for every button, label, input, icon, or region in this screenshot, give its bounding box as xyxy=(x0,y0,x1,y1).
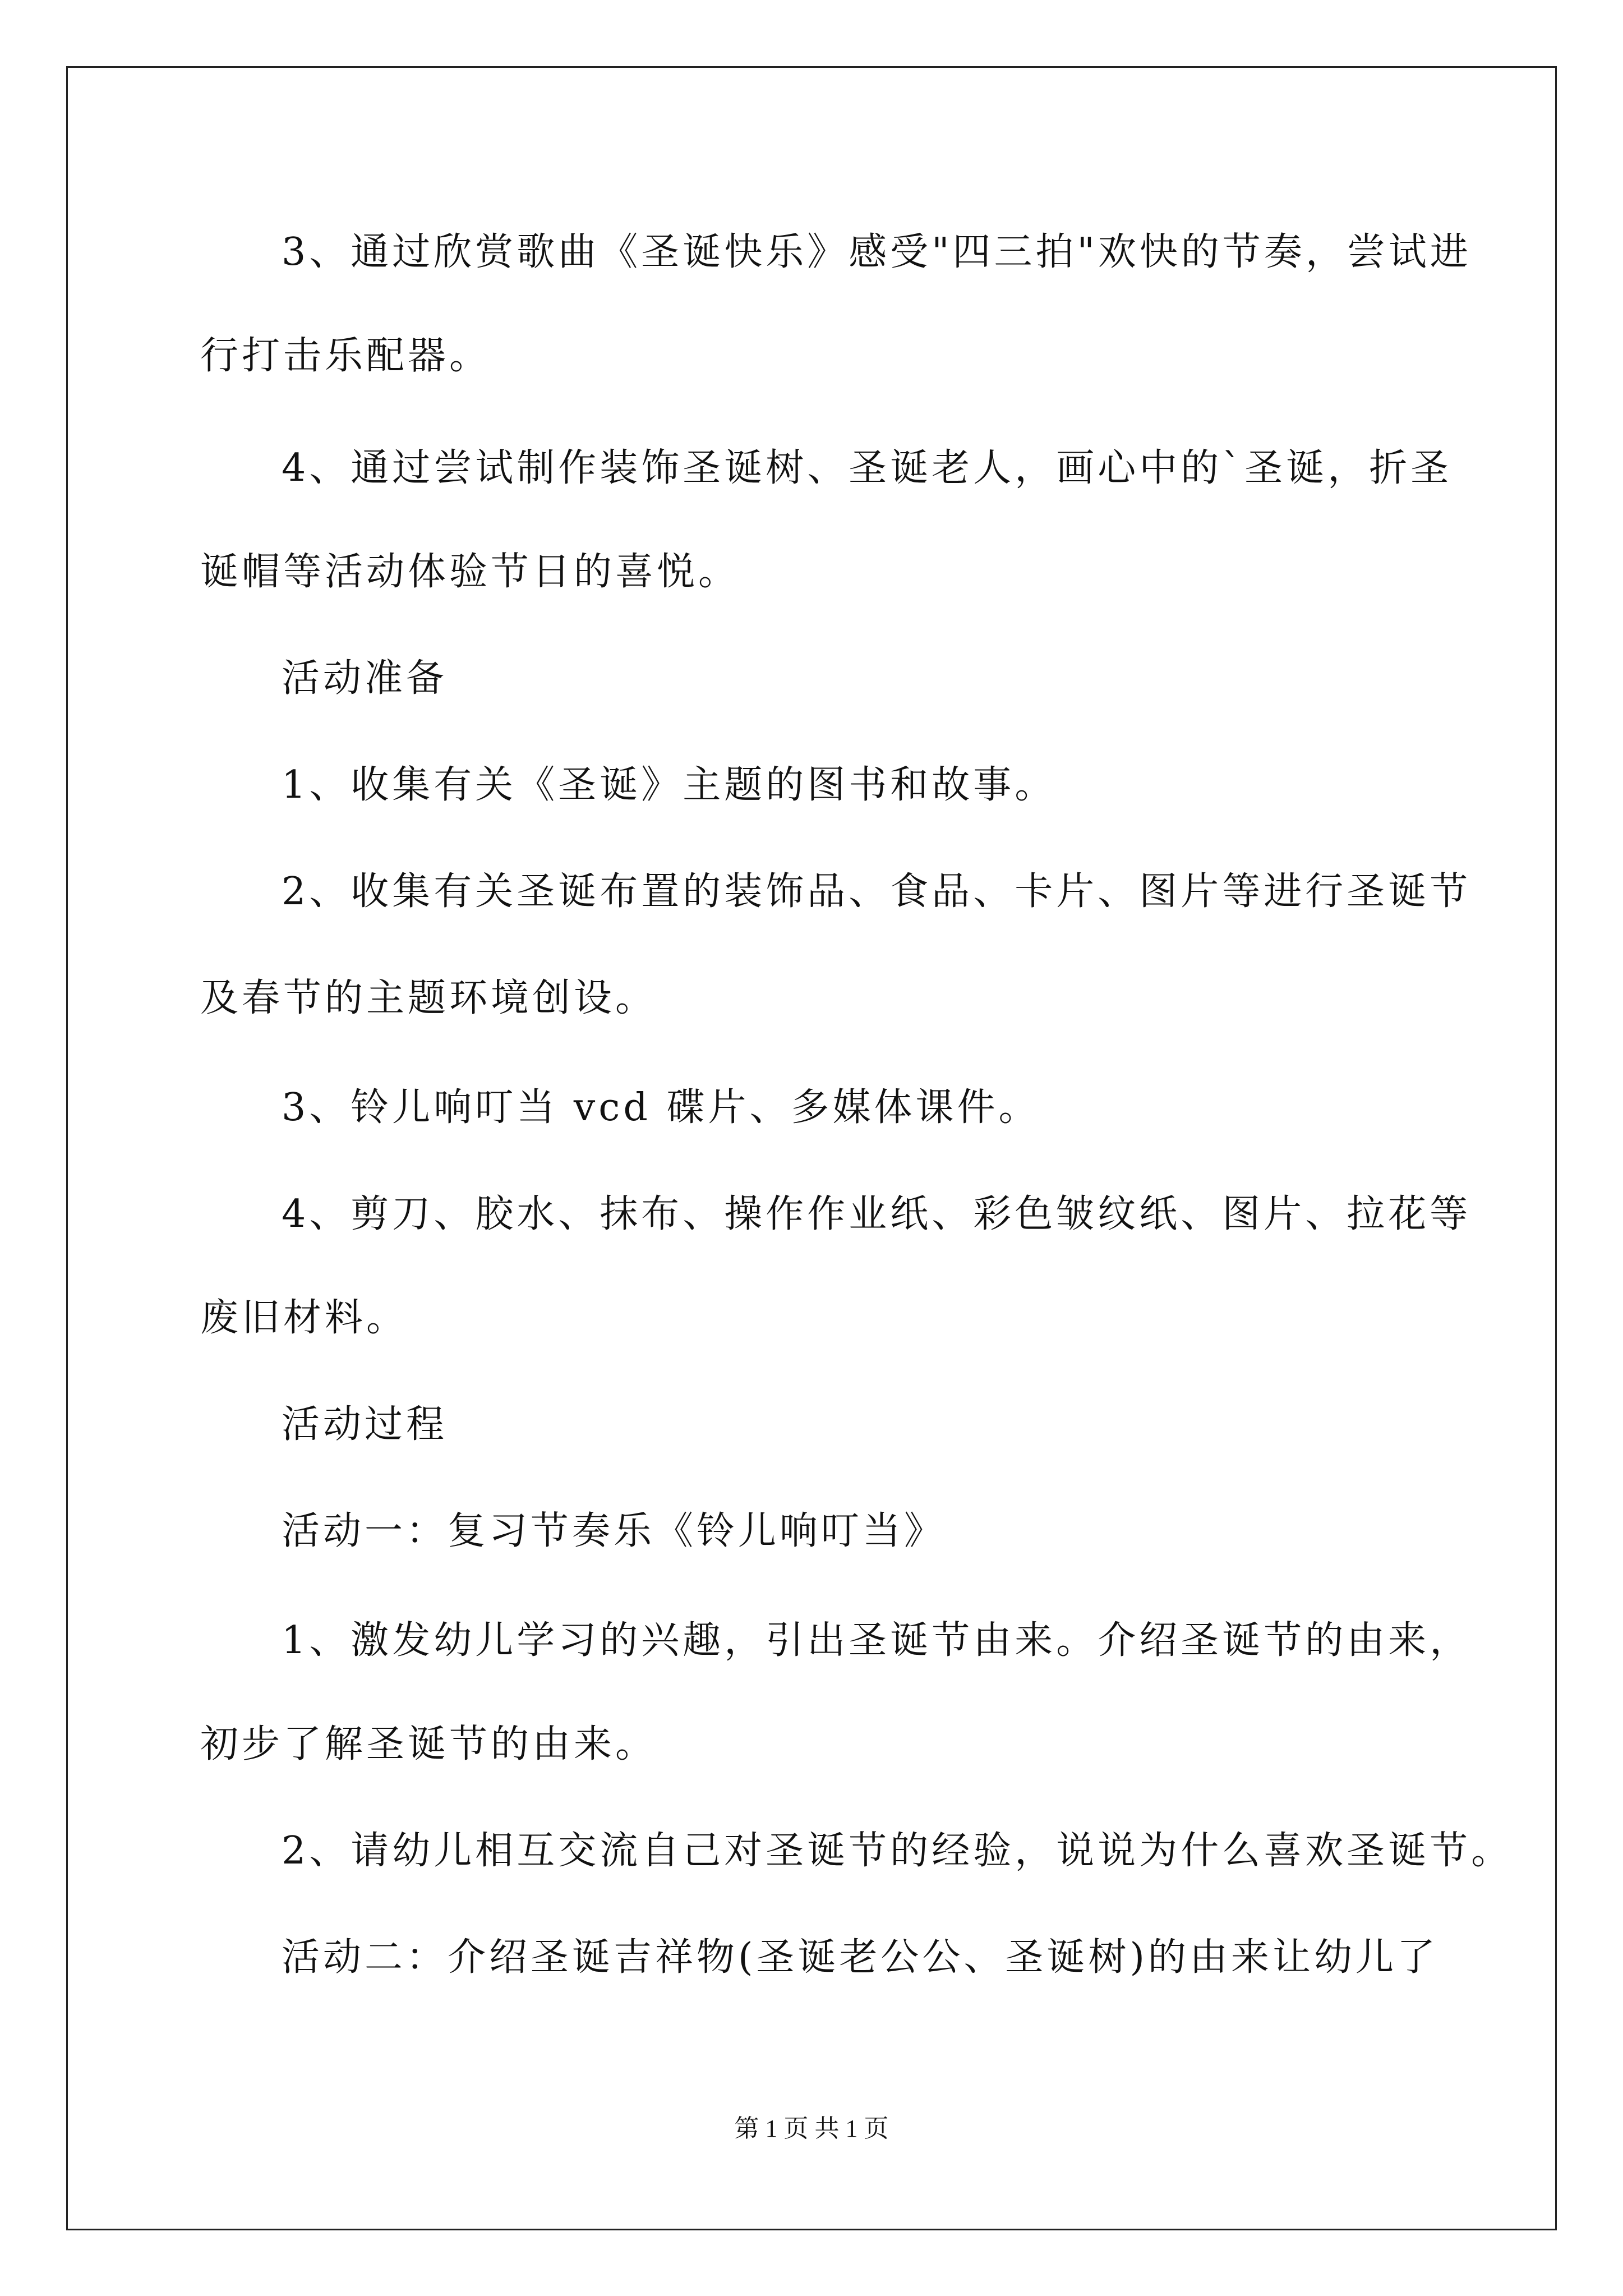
paragraph-line: 2、收集有关圣诞布置的装饰品、食品、卡片、图片等进行圣诞节 xyxy=(282,869,1472,914)
paragraph-line: 2、请幼儿相互交流自己对圣诞节的经验，说说为什么喜欢圣诞节。 xyxy=(282,1829,1513,1873)
section-heading: 活动过程 xyxy=(282,1402,448,1447)
paragraph-line: 诞帽等活动体验节日的喜悦。 xyxy=(200,550,740,594)
paragraph-line: 1、激发幼儿学习的兴趣，引出圣诞节由来。介绍圣诞节的由来， xyxy=(282,1618,1472,1663)
section-heading: 活动准备 xyxy=(282,656,448,701)
paragraph-line: 3、铃儿响叮当 vcd 碟片、多媒体课件。 xyxy=(282,1085,1040,1130)
paragraph-line: 4、通过尝试制作装饰圣诞树、圣诞老人，画心中的`圣诞，折圣 xyxy=(282,446,1453,490)
paragraph-line: 3、通过欣赏歌曲《圣诞快乐》感受"四三拍"欢快的节奏，尝试进 xyxy=(282,230,1472,274)
activity-heading: 活动一：复习节奏乐《铃儿响叮当》 xyxy=(282,1509,946,1553)
page-border xyxy=(66,66,1557,2230)
paragraph-line: 废旧材料。 xyxy=(200,1296,408,1340)
paragraph-line: 4、剪刀、胶水、抹布、操作作业纸、彩色皱纹纸、图片、拉花等 xyxy=(282,1192,1472,1236)
activity-heading: 活动二：介绍圣诞吉祥物(圣诞老公公、圣诞树)的由来让幼儿了 xyxy=(282,1935,1439,1980)
paragraph-line: 行打击乐配器。 xyxy=(200,334,491,378)
paragraph-line: 初步了解圣诞节的由来。 xyxy=(200,1722,657,1766)
page-number-footer: 第 1 页 共 1 页 xyxy=(734,2115,889,2142)
paragraph-line: 1、收集有关《圣诞》主题的图书和故事。 xyxy=(282,763,1057,807)
paragraph-line: 及春节的主题环境创设。 xyxy=(200,976,657,1020)
